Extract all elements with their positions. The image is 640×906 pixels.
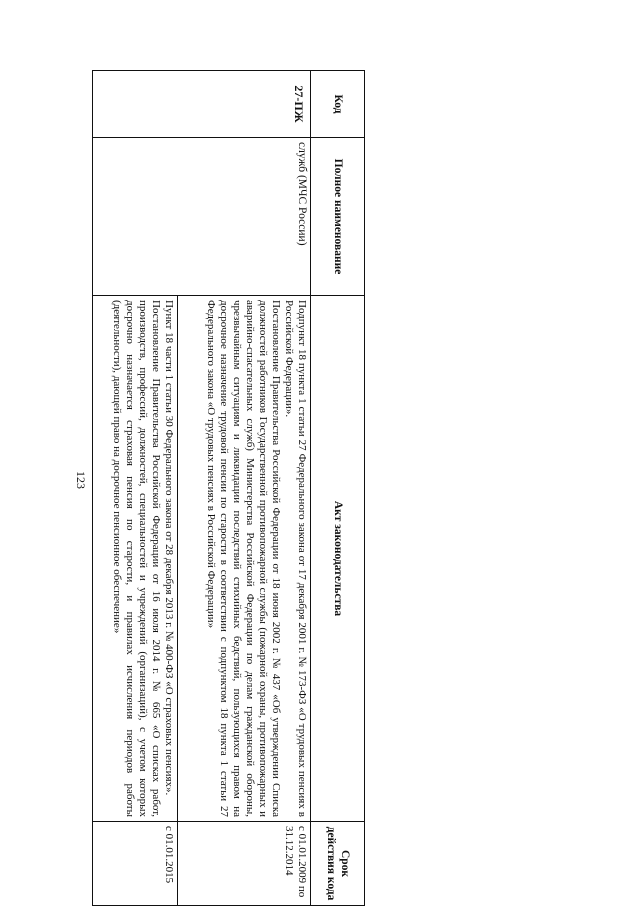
act-entry-1 (178, 296, 311, 822)
row-full-name: служб (МЧС России) (93, 138, 311, 296)
act-entry-2-line-1: Пункт 18 части 1 статьи 30 Федерального закона от 28 декабря 2013 г. № 400-ФЗ «О страховых пенсиях». (163, 300, 176, 796)
codes-table (92, 70, 365, 906)
table-row (178, 71, 311, 906)
term-entry-1: с 01.01.2009 по 31.12.2014 (178, 822, 311, 906)
header-code: Код (311, 71, 365, 138)
header-full-name: Полное наименование (311, 138, 365, 296)
table-header-row (311, 71, 365, 906)
act-entry-2-line-2: Постановление Правительства Российской Федерации от 16 июля 2014 г. № 665 «О списках работ, производств, профессий, должностей, специальностей и учреждений (организаций), с учетом которых досрочно назначается страховая пенсия по старости, и правилах исчисления периодов работы (деятельности), дающей право на досрочное пенсионное обеспечение» (111, 300, 163, 817)
term-entry-2: с 01.01.2015 (93, 822, 178, 906)
header-act: Акт законодательства (311, 296, 365, 822)
rotated-table-container (92, 70, 365, 905)
header-term: Срок действия кода (311, 822, 365, 906)
act-entry-2 (93, 296, 178, 822)
row-code: 27-ПЖ (93, 71, 311, 138)
act-entry-1-line-2: Постановление Правительства Российской Федерации от 18 июня 2002 г. № 437 «Об утверждении Списка должностей работников Государственной противопожарной службы (пожарной охраны, противопожарных и аварийно-спасательных служб) Министерства Российской Федерации по делам гражданской обороны, чрезвычайным ситуациям и ликвидации последствий стихийных бедствий, пользующихся правом на досрочное назначение трудовой пенсии по старости в соответствии с подпунктом 18 пункта 1 статьи 27 Федерального закона «О трудовых пенсиях в Российской Федерации» (205, 300, 283, 817)
page-number: 123 (74, 471, 88, 489)
act-entry-1-line-1: Подпункт 18 пункта 1 статьи 27 Федерального закона от 17 декабря 2001 г. № 173-ФЗ «О трудовых пенсиях в Российской Федерации». (283, 300, 308, 817)
